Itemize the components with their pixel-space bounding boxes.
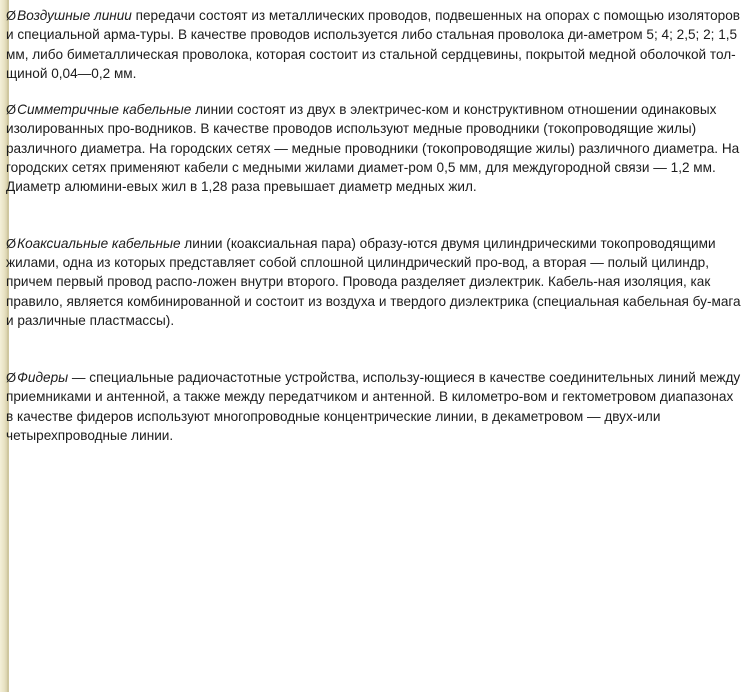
paragraph-text: линии состоят из двух в электричес-ком и конструктивном отношении одинаковых изолированных про-водников. В качестве проводов используют медные проводники (токопроводящие жилы) различного диаметра. На городских сетях — медные проводники (токопроводящие жилы) различного диаметра. На городских сетях применяют кабели с медными жилами диамет-ром 0,5 мм, для междугородной связи — 1,2 мм. Диаметр алюмини-евых жил в 1,28 раза превышает диаметр медных жил. [6, 102, 740, 195]
paragraph-text: — специальные радиочастотные устройства, использу-ющиеся в качестве соединительных линий между приемниками и антенной, а также между передатчиком и антенной. В километро-вом и гектометровом диапазонах в качестве фидеров используют многопроводные концентрические линии, в декаметровом — двух-или четырехпроводные линии. [6, 370, 741, 444]
bullet-arrow-icon: Ø [6, 102, 17, 118]
slide-content [6, 6, 742, 445]
bullet-arrow-icon: Ø [6, 8, 17, 23]
term-feeders: Фидеры [17, 370, 69, 386]
term-overhead-lines: Воздушные линии [17, 8, 132, 23]
paragraph-coaxial-cables [6, 234, 742, 330]
bullet-arrow-icon: Ø [6, 370, 17, 386]
paragraph-feeders [6, 368, 742, 445]
term-symmetric-cables: Симметричные кабельные [17, 102, 192, 118]
bullet-arrow-icon: Ø [6, 235, 17, 251]
paragraph-overhead-lines [6, 6, 742, 83]
paragraph-symmetric-cables [6, 100, 742, 196]
term-coaxial-cables: Коаксиальные кабельные [17, 235, 181, 251]
paragraph-text: передачи состоят из металлических проводов, подвешенных на опорах с помощью изоляторов и специальной арма-туры. В качестве проводов используется либо стальная проволока ди-аметром 5; 4; 2,5; 2; 1,5 мм, либо биметаллическая проволока, которая состоит из стальной сердцевины, покрытой медной оболочкой тол-щиной 0,04—0,2 мм. [6, 8, 740, 81]
paragraph-text: линии (коаксиальная пара) образу-ются двумя цилиндрическими токопроводящими жилами, одна из которых представляет собой сплошной цилиндрический про-вод, а вторая — полый цилиндр, причем первый провод распо-ложен внутри второго. Провода разделяет диэлектрик. Кабель-ная изоляция, как правило, является комбинированной и состоит из воздуха и твердого диэлектрика (специальная кабельная бу-мага и различные пластмассы). [6, 235, 741, 328]
